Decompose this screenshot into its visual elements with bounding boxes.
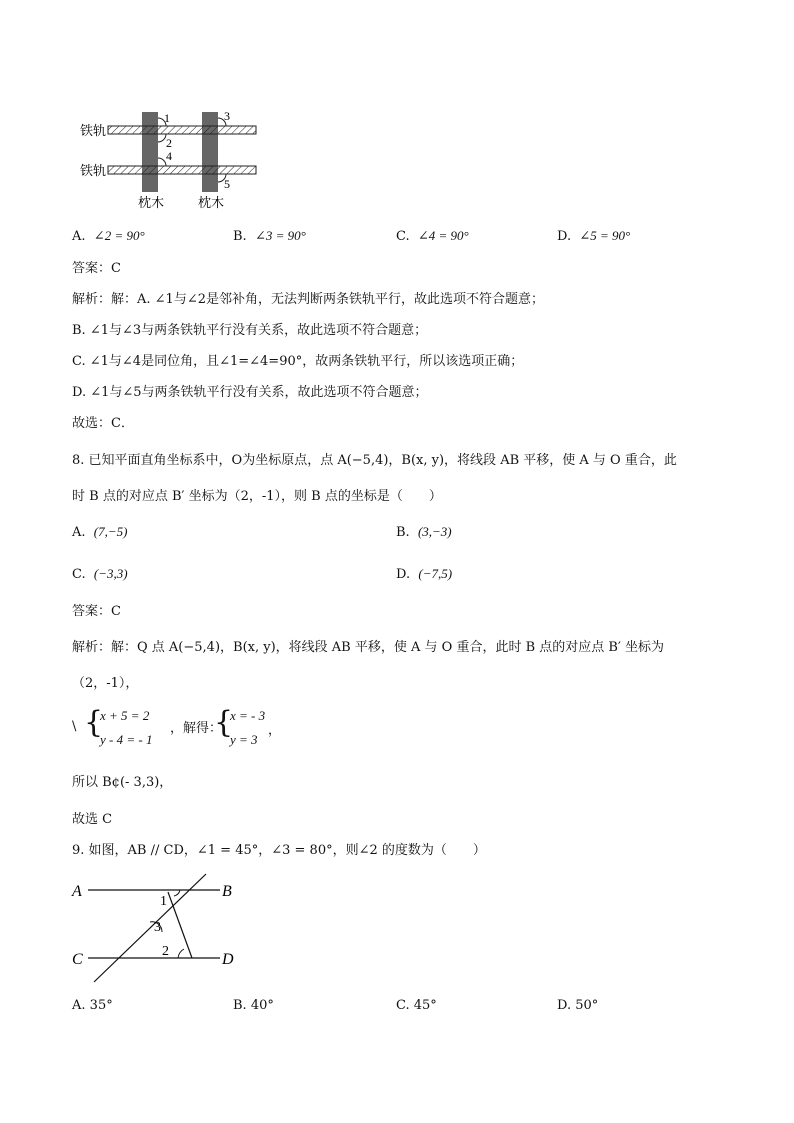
q8-option-d: D. (−7,5): [396, 566, 453, 582]
angle-label-5: 5: [224, 177, 230, 191]
q9-option-c: C. 45°: [396, 998, 437, 1013]
angle-arc-2: [178, 949, 184, 958]
q8-system-end: ，: [268, 723, 282, 738]
q7-analysis-line-1: 解析：解：A. ∠1与∠2是邻补角，无法判断两条铁轨平行，故此选项不符合题意；: [72, 292, 544, 307]
q9-option-b: B. 40°: [233, 998, 274, 1013]
q8-solve-word: ，解得：: [170, 721, 223, 736]
q7-option-d: D. ∠5 = 90°: [557, 228, 631, 244]
rail-bottom: [108, 166, 256, 174]
q8-result: 所以 B¢(- 3,3)，: [72, 775, 173, 790]
angle-arc-2: [158, 134, 166, 142]
angle-label-3: 3: [224, 109, 230, 123]
q7-option-c: C. ∠4 = 90°: [396, 228, 469, 244]
q8-analysis-line-1: 解析：解：Q 点 A(−5,4)，B(x, y)，将线段 AB 平移，使 A 与 O 重合，此时 B 点的对应点 B′ 坐标为: [72, 640, 665, 655]
q8-system-prefix: \: [72, 719, 77, 734]
angle-arc-1: [174, 890, 180, 896]
q8-stem-line-1: 8. 已知平面直角坐标系中，O为坐标原点，点 A(−5,4)，B(x, y)，将线段 AB 平移，使 A 与 O 重合，此: [72, 453, 677, 468]
q9-stem: 9. 如图，AB // CD，∠1 = 45°，∠3 = 80°，则∠2 的度数为（ ）: [72, 843, 486, 858]
angle-label-2: 2: [166, 136, 172, 150]
point-label-c: C: [72, 951, 83, 968]
rail-label-top: 铁轨: [80, 124, 107, 139]
q7-option-b: B. ∠3 = 90°: [233, 228, 306, 244]
q8-system1-eq2: y - 4 = - 1: [100, 732, 153, 747]
q7-analysis-line-4: D. ∠1与∠5与两条铁轨平行没有关系，故此选项不符合题意；: [72, 385, 428, 400]
sleeper-label-left: 枕木: [138, 196, 165, 211]
q8-conclusion: 故选 C: [72, 812, 113, 827]
point-label-d: D: [222, 951, 234, 968]
inner-segment: [168, 892, 192, 958]
q9-option-d: D. 50°: [557, 998, 599, 1013]
rail-top: [108, 126, 256, 134]
left-brace-icon: {: [214, 705, 234, 740]
q7-analysis-line-2: B. ∠1与∠3与两条铁轨平行没有关系，故此选项不符合题意；: [72, 323, 428, 338]
q8-option-a: A. (7,−5): [72, 524, 128, 540]
q8-option-b: B. (3,−3): [396, 524, 452, 540]
sleeper-left: [142, 112, 158, 192]
angle-label-1: 1: [160, 894, 167, 909]
q8-system1-eq1: x + 5 = 2: [100, 708, 150, 723]
q8-equation-systems: [72, 704, 292, 754]
angle-label-4: 4: [166, 149, 172, 163]
left-brace-icon: {: [84, 705, 104, 740]
parallel-lines-figure: [70, 872, 250, 988]
q8-option-c: C. (−3,3): [72, 566, 128, 582]
q8-analysis-line-2: （2，-1），: [72, 676, 139, 691]
angle-label-1: 1: [164, 111, 170, 125]
q8-stem-line-2: 时 B 点的对应点 B′ 坐标为（2，-1），则 B 点的坐标是（ ）: [72, 489, 442, 504]
rail-sleeper-figure: [70, 104, 270, 216]
q7-analysis-line-3: C. ∠1与∠4是同位角，且∠1=∠4=90°，故两条铁轨平行，所以该选项正确；: [72, 354, 524, 369]
q7-conclusion: 故选：C．: [72, 416, 134, 431]
angle-label-2: 2: [162, 944, 169, 959]
sleeper-label-right: 枕木: [198, 196, 225, 211]
q9-option-a: A. 35°: [72, 998, 113, 1013]
q7-option-a: A. ∠2 = 90°: [72, 228, 145, 244]
angle-arc-4: [158, 158, 166, 166]
sleeper-right: [202, 112, 218, 192]
point-label-a: A: [72, 883, 82, 900]
rail-label-bottom: 铁轨: [80, 164, 107, 179]
angle-label-3: 3: [154, 920, 161, 935]
q8-answer: 答案：C: [72, 604, 121, 619]
q8-system2-eq1: x = - 3: [230, 708, 266, 723]
point-label-b: B: [222, 883, 232, 900]
q8-system2-eq2: y = 3: [230, 732, 258, 747]
q7-answer: 答案：C: [72, 261, 121, 276]
